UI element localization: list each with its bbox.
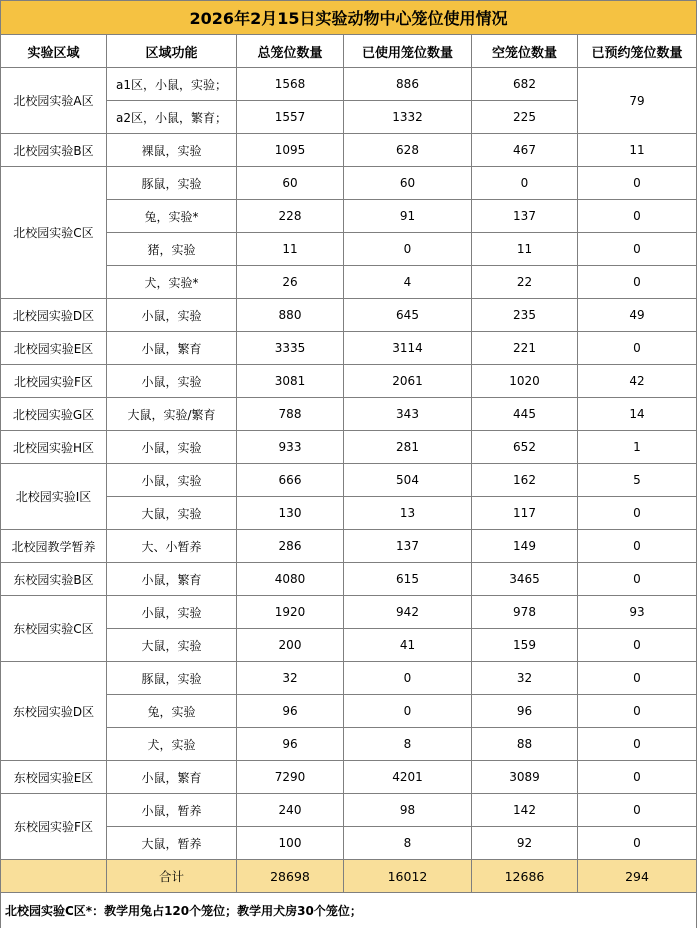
used-cell: 4 bbox=[344, 266, 472, 299]
total-cell: 32 bbox=[237, 662, 344, 695]
used-cell: 2061 bbox=[344, 365, 472, 398]
reserved-cell: 0 bbox=[578, 266, 697, 299]
function-cell: 豚鼠，实验 bbox=[107, 167, 237, 200]
total-cell: 11 bbox=[237, 233, 344, 266]
total-cell: 1095 bbox=[237, 134, 344, 167]
total-empty: 12686 bbox=[472, 860, 578, 893]
total-cell: 1568 bbox=[237, 68, 344, 101]
total-label: 合计 bbox=[107, 860, 237, 893]
function-cell: 大鼠，实验/繁育 bbox=[107, 398, 237, 431]
used-cell: 8 bbox=[344, 728, 472, 761]
table-row bbox=[1, 332, 697, 365]
empty-cell: 682 bbox=[472, 68, 578, 101]
total-reserved: 294 bbox=[578, 860, 697, 893]
empty-cell: 467 bbox=[472, 134, 578, 167]
reserved-cell: 0 bbox=[578, 497, 697, 530]
used-cell: 343 bbox=[344, 398, 472, 431]
used-cell: 0 bbox=[344, 695, 472, 728]
total-cell: 1920 bbox=[237, 596, 344, 629]
function-cell: 小鼠，实验 bbox=[107, 596, 237, 629]
reserved-cell: 0 bbox=[578, 167, 697, 200]
used-cell: 137 bbox=[344, 530, 472, 563]
empty-cell: 652 bbox=[472, 431, 578, 464]
empty-cell: 0 bbox=[472, 167, 578, 200]
header-function: 区域功能 bbox=[107, 35, 237, 68]
empty-cell: 3089 bbox=[472, 761, 578, 794]
used-cell: 4201 bbox=[344, 761, 472, 794]
reserved-cell: 0 bbox=[578, 530, 697, 563]
area-cell: 东校园实验E区 bbox=[1, 761, 107, 794]
header-used: 已使用笼位数量 bbox=[344, 35, 472, 68]
reserved-cell: 0 bbox=[578, 563, 697, 596]
total-cell: 130 bbox=[237, 497, 344, 530]
reserved-cell: 1 bbox=[578, 431, 697, 464]
function-cell: 犬，实验 bbox=[107, 728, 237, 761]
used-cell: 628 bbox=[344, 134, 472, 167]
header-total: 总笼位数量 bbox=[237, 35, 344, 68]
table-row bbox=[1, 563, 697, 596]
function-cell: a1区，小鼠，实验； bbox=[107, 68, 237, 101]
table-row bbox=[1, 464, 697, 497]
area-cell: 北校园教学暂养 bbox=[1, 530, 107, 563]
area-cell: 北校园实验F区 bbox=[1, 365, 107, 398]
empty-cell: 88 bbox=[472, 728, 578, 761]
total-cell: 200 bbox=[237, 629, 344, 662]
total-cell: 96 bbox=[237, 695, 344, 728]
used-cell: 886 bbox=[344, 68, 472, 101]
function-cell: 大鼠，实验 bbox=[107, 497, 237, 530]
total-used: 16012 bbox=[344, 860, 472, 893]
reserved-cell: 0 bbox=[578, 629, 697, 662]
function-cell: 小鼠，实验 bbox=[107, 299, 237, 332]
total-cell: 240 bbox=[237, 794, 344, 827]
empty-cell: 235 bbox=[472, 299, 578, 332]
used-cell: 645 bbox=[344, 299, 472, 332]
function-cell: 兔，实验 bbox=[107, 695, 237, 728]
header-reserved: 已预约笼位数量 bbox=[578, 35, 697, 68]
total-cell: 228 bbox=[237, 200, 344, 233]
function-cell: 豚鼠，实验 bbox=[107, 662, 237, 695]
reserved-cell: 11 bbox=[578, 134, 697, 167]
reserved-cell: 42 bbox=[578, 365, 697, 398]
reserved-cell: 0 bbox=[578, 662, 697, 695]
total-cell: 26 bbox=[237, 266, 344, 299]
empty-cell: 978 bbox=[472, 596, 578, 629]
area-cell: 北校园实验E区 bbox=[1, 332, 107, 365]
area-cell: 北校园实验A区 bbox=[1, 68, 107, 134]
total-row bbox=[1, 860, 697, 893]
empty-cell: 149 bbox=[472, 530, 578, 563]
total-cell: 4080 bbox=[237, 563, 344, 596]
area-cell: 东校园实验D区 bbox=[1, 662, 107, 761]
function-cell: 小鼠，暂养 bbox=[107, 794, 237, 827]
table-body bbox=[1, 68, 697, 860]
function-cell: a2区，小鼠，繁育； bbox=[107, 101, 237, 134]
used-cell: 281 bbox=[344, 431, 472, 464]
used-cell: 0 bbox=[344, 233, 472, 266]
function-cell: 小鼠，实验 bbox=[107, 431, 237, 464]
table-row bbox=[1, 167, 697, 200]
total-cell: 1557 bbox=[237, 101, 344, 134]
used-cell: 41 bbox=[344, 629, 472, 662]
table-row bbox=[1, 431, 697, 464]
empty-cell: 162 bbox=[472, 464, 578, 497]
empty-cell: 159 bbox=[472, 629, 578, 662]
table-row bbox=[1, 365, 697, 398]
empty-cell: 221 bbox=[472, 332, 578, 365]
reserved-cell: 0 bbox=[578, 233, 697, 266]
total-cell: 788 bbox=[237, 398, 344, 431]
table-row bbox=[1, 662, 697, 695]
function-cell: 裸鼠，实验 bbox=[107, 134, 237, 167]
function-cell: 猪，实验 bbox=[107, 233, 237, 266]
reserved-cell: 0 bbox=[578, 200, 697, 233]
table-row bbox=[1, 398, 697, 431]
reserved-cell: 93 bbox=[578, 596, 697, 629]
function-cell: 兔，实验* bbox=[107, 200, 237, 233]
used-cell: 98 bbox=[344, 794, 472, 827]
used-cell: 504 bbox=[344, 464, 472, 497]
total-cell: 60 bbox=[237, 167, 344, 200]
table-row bbox=[1, 299, 697, 332]
used-cell: 3114 bbox=[344, 332, 472, 365]
header-row bbox=[1, 35, 697, 68]
empty-cell: 92 bbox=[472, 827, 578, 860]
total-cell: 7290 bbox=[237, 761, 344, 794]
used-cell: 91 bbox=[344, 200, 472, 233]
area-cell: 东校园实验F区 bbox=[1, 794, 107, 860]
total-cages: 28698 bbox=[237, 860, 344, 893]
header-empty: 空笼位数量 bbox=[472, 35, 578, 68]
used-cell: 615 bbox=[344, 563, 472, 596]
used-cell: 0 bbox=[344, 662, 472, 695]
empty-cell: 22 bbox=[472, 266, 578, 299]
area-cell: 北校园实验I区 bbox=[1, 464, 107, 530]
total-cell: 3081 bbox=[237, 365, 344, 398]
empty-cell: 142 bbox=[472, 794, 578, 827]
reserved-cell: 79 bbox=[578, 68, 697, 134]
used-cell: 8 bbox=[344, 827, 472, 860]
empty-cell: 3465 bbox=[472, 563, 578, 596]
function-cell: 小鼠，繁育 bbox=[107, 563, 237, 596]
reserved-cell: 5 bbox=[578, 464, 697, 497]
empty-cell: 32 bbox=[472, 662, 578, 695]
used-cell: 942 bbox=[344, 596, 472, 629]
total-blank-cell bbox=[1, 860, 107, 893]
function-cell: 小鼠，繁育 bbox=[107, 332, 237, 365]
function-cell: 犬，实验* bbox=[107, 266, 237, 299]
footnote: 北校园实验C区*：教学用兔占120个笼位；教学用犬房30个笼位； bbox=[1, 893, 697, 929]
total-cell: 3335 bbox=[237, 332, 344, 365]
area-cell: 北校园实验G区 bbox=[1, 398, 107, 431]
reserved-cell: 49 bbox=[578, 299, 697, 332]
function-cell: 小鼠，实验 bbox=[107, 464, 237, 497]
header-area: 实验区域 bbox=[1, 35, 107, 68]
reserved-cell: 0 bbox=[578, 332, 697, 365]
total-cell: 96 bbox=[237, 728, 344, 761]
reserved-cell: 0 bbox=[578, 695, 697, 728]
table-title: 2026年2月15日实验动物中心笼位使用情况 bbox=[1, 1, 697, 35]
area-cell: 东校园实验B区 bbox=[1, 563, 107, 596]
empty-cell: 117 bbox=[472, 497, 578, 530]
reserved-cell: 0 bbox=[578, 728, 697, 761]
empty-cell: 137 bbox=[472, 200, 578, 233]
area-cell: 北校园实验C区 bbox=[1, 167, 107, 299]
empty-cell: 96 bbox=[472, 695, 578, 728]
used-cell: 1332 bbox=[344, 101, 472, 134]
table-row bbox=[1, 761, 697, 794]
empty-cell: 11 bbox=[472, 233, 578, 266]
area-cell: 北校园实验H区 bbox=[1, 431, 107, 464]
empty-cell: 445 bbox=[472, 398, 578, 431]
total-cell: 286 bbox=[237, 530, 344, 563]
reserved-cell: 0 bbox=[578, 761, 697, 794]
used-cell: 13 bbox=[344, 497, 472, 530]
empty-cell: 1020 bbox=[472, 365, 578, 398]
reserved-cell: 14 bbox=[578, 398, 697, 431]
total-cell: 933 bbox=[237, 431, 344, 464]
reserved-cell: 0 bbox=[578, 827, 697, 860]
table-row bbox=[1, 596, 697, 629]
function-cell: 小鼠，实验 bbox=[107, 365, 237, 398]
table-row bbox=[1, 134, 697, 167]
function-cell: 大鼠，暂养 bbox=[107, 827, 237, 860]
reserved-cell: 0 bbox=[578, 794, 697, 827]
area-cell: 东校园实验C区 bbox=[1, 596, 107, 662]
function-cell: 大鼠，实验 bbox=[107, 629, 237, 662]
area-cell: 北校园实验B区 bbox=[1, 134, 107, 167]
total-cell: 880 bbox=[237, 299, 344, 332]
total-cell: 666 bbox=[237, 464, 344, 497]
table-row bbox=[1, 794, 697, 827]
area-cell: 北校园实验D区 bbox=[1, 299, 107, 332]
table-row bbox=[1, 68, 697, 101]
used-cell: 60 bbox=[344, 167, 472, 200]
total-cell: 100 bbox=[237, 827, 344, 860]
table-row bbox=[1, 530, 697, 563]
function-cell: 大、小暂养 bbox=[107, 530, 237, 563]
function-cell: 小鼠，繁育 bbox=[107, 761, 237, 794]
empty-cell: 225 bbox=[472, 101, 578, 134]
